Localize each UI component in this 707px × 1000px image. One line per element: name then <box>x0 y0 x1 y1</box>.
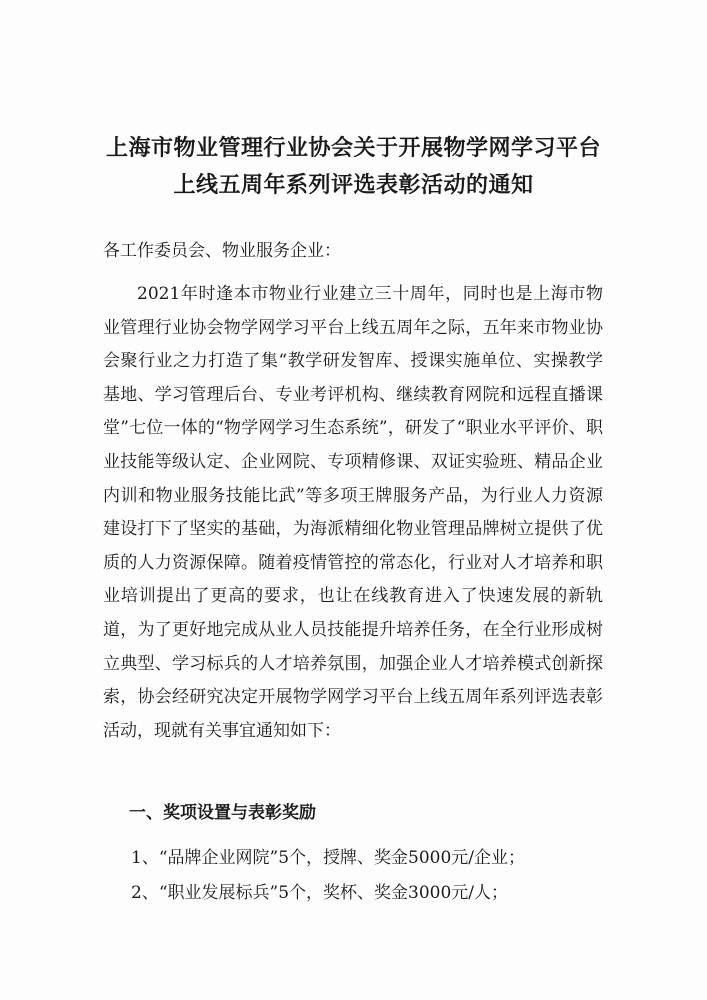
document-title-line-1: 上海市物业管理行业协会关于开展物学网学习平台 <box>105 136 601 161</box>
award-item: 2、“职业发展标兵”5个，奖杯、奖金3000元/人； <box>131 883 509 903</box>
section-heading: 一、奖项设置与表彰奖励 <box>129 803 316 823</box>
salutation: 各工作委员会、物业服务企业： <box>103 241 341 261</box>
award-item: 1、“品牌企业网院”5个，授牌、奖金5000元/企业； <box>131 848 526 868</box>
body-paragraph: 2021年时逢本市物业行业建立三十周年，同时也是上海市物业管理行业协会物学网学习平台上线五周年之际，五年来市物业协会聚行业之力打造了集“教学研发智库、授课实施单位、实操教学基地、学习管理后台、专业考评机构、继续教育网院和远程直播课堂”七位一体的“物学网学习生态系统”，研发了“职业水平评价、职业技能等级认定、企业网院、专项精修课、双证实验班、精品企业内训和物业服务技能比武”等多项王牌服务产品，为行业人力资源建设打下了坚实的基础，为海派精细化物业管理品牌树立提供了优质的人力资源保障。随着疫情管控的常态化，行业对人才培养和职业培训提出了更高的要求，也让在线教育进入了快速发展的新轨道，为了更好地完成从业人员技能提升培养任务，在全行业形成树立典型、学习标兵的人才培养氛围，加强企业人才培养模式创新探索，协会经研究决定开展物学网学习平台上线五周年系列评选表彰活动，现就有关事宜通知如下： <box>103 284 603 741</box>
document-title-line-2: 上线五周年系列评选表彰活动的通知 <box>173 173 534 198</box>
